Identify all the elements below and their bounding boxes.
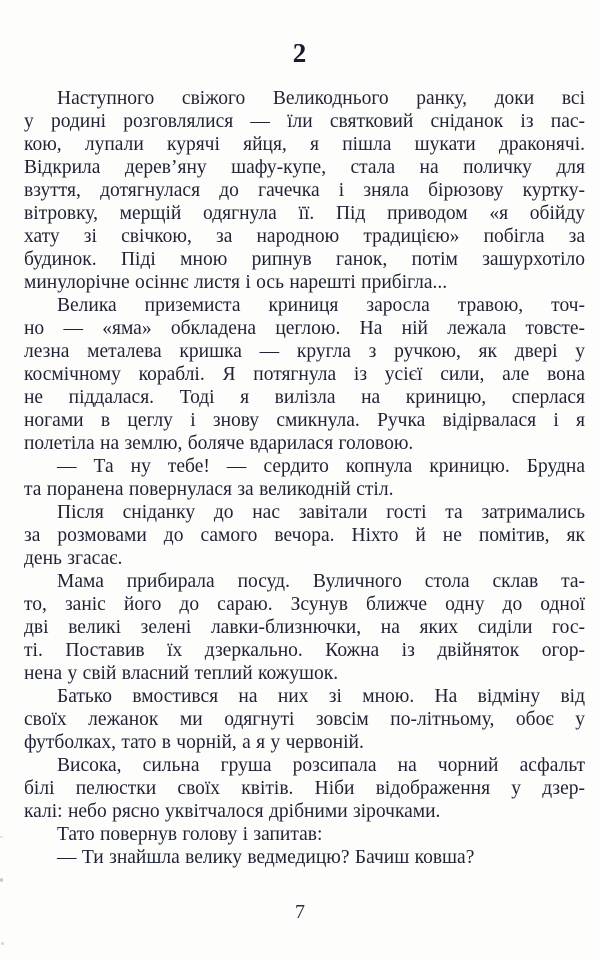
text-line: кою, лупали курячі яйця, я пішла шукати драконячі.	[24, 134, 585, 155]
scan-speck	[1, 942, 4, 945]
text-line: Відкрила дерев’яну шафу-купе, стала на поличку для	[24, 157, 585, 178]
text-line: та поранена повернулася за великодній стіл.	[24, 479, 394, 500]
text-line: ногами в цеглу і знову смикнула. Ручка відірвалася і я	[24, 410, 585, 431]
text-line: то, заніс його до сараю. Зсунув ближче одну до одної	[24, 594, 585, 615]
text-line: футболках, тато в чорній, а я у червоній.	[24, 732, 364, 753]
text-line: калі: небо рясно уквітчалося дрібними зірочками.	[24, 801, 441, 822]
scan-speck	[0, 836, 3, 838]
text-line: взуття, дотягнулася до гачечка і зняла бірюзову куртку-	[24, 180, 585, 201]
paragraph	[24, 570, 585, 685]
text-line: ті. Поставив їх дзеркально. Кожна із двійняток огор-	[24, 640, 585, 661]
text-line: Наступного свіжого Великоднього ранку, доки всі	[57, 88, 585, 109]
paragraph	[24, 846, 585, 869]
paragraph	[24, 294, 585, 455]
text-line: Висока, сильна груша розсипала на чорний асфальт	[57, 755, 585, 776]
page-number: 7	[295, 901, 305, 923]
text-line: — Та ну тебе! — сердито копнула криницю. Брудна	[57, 456, 585, 477]
text-line: Після сніданку до нас завітали гості та затримались	[57, 502, 585, 523]
paragraph	[24, 501, 585, 570]
paragraph	[24, 823, 585, 846]
paragraph	[24, 87, 585, 294]
text-line: у родині розговлялися — їли святковий сніданок із пас-	[24, 111, 585, 132]
paragraph	[24, 754, 585, 823]
text-line: минулорічне осіннє листя і ось нарешті прибігла...	[24, 272, 448, 293]
text-line: лезна металева кришка — кругла з ручкою, як двері у	[24, 341, 585, 362]
text-line: космічному кораблі. Я потягнула із усієї сили, але вона	[24, 364, 585, 385]
text-line: будинок. Піді мною рипнув ганок, потім зашурхотіло	[24, 249, 585, 270]
text-line: Тато повернув голову і запитав:	[57, 824, 323, 845]
text-line: вітровку, мерщій одягнула її. Під приводом «я обійду	[24, 203, 585, 224]
text-line: за розмовами до самого вечора. Ніхто й не помітив, як	[24, 525, 585, 546]
scan-speck	[0, 878, 3, 882]
chapter-number: 2	[292, 38, 308, 68]
text-line: хату зі свічкою, за народною традицією» побігла за	[24, 226, 585, 247]
text-line: Мама прибирала посуд. Вуличного стола склав та-	[57, 571, 585, 592]
text-line: нена у свій власний теплий кожушок.	[24, 663, 339, 684]
text-line: Батько вмостився на них зі мною. На відміну від	[57, 686, 585, 707]
text-line: Велика приземиста криниця заросла травою, точ-	[57, 295, 585, 316]
text-line: не піддалася. Тоді я вилізла на криницю, сперлася	[24, 387, 585, 408]
text-line: дві великі зелені лавки-близнючки, на яких сиділи гос-	[24, 617, 585, 638]
text-line: білі пелюстки своїх квітів. Ніби відображення у дзер-	[24, 778, 585, 799]
paragraph	[24, 455, 585, 501]
body-text	[24, 87, 585, 869]
text-line: полетіла на землю, боляче вдарилася головою.	[24, 433, 414, 454]
text-line: день згасає.	[24, 548, 123, 569]
text-line: — Ти знайшла велику ведмедицю? Бачиш ковша?	[57, 847, 475, 868]
paragraph	[24, 685, 585, 754]
text-line: но — «яма» обкладена цеглою. На ній лежала товсте-	[24, 318, 585, 339]
text-line: своїх лежанок ми одягнуті зовсім по-літньому, обоє у	[24, 709, 585, 730]
